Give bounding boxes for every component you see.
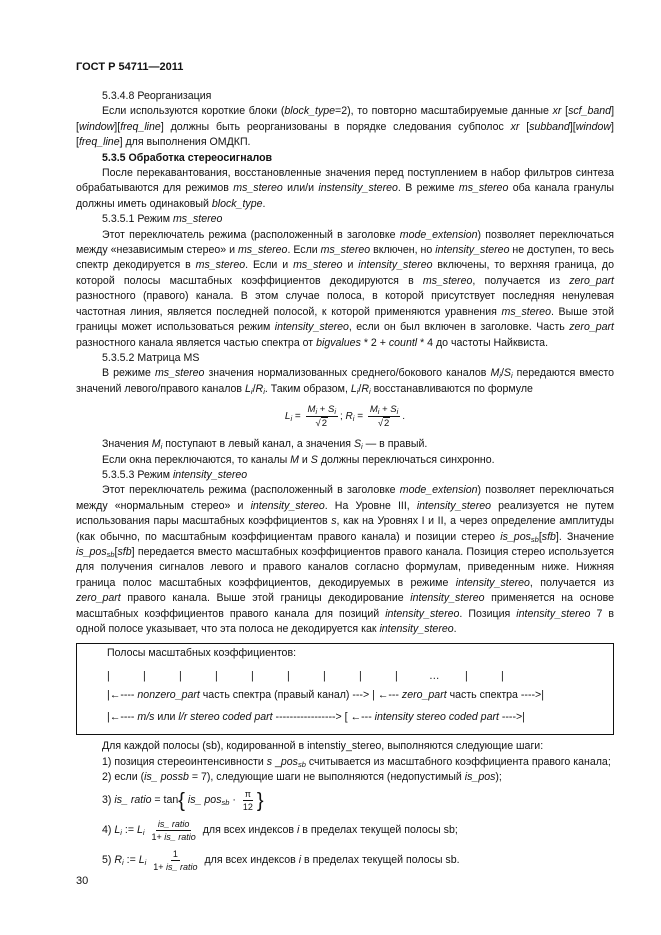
page-number: 30 bbox=[76, 875, 89, 887]
paragraph-window-switch: Если окна переключаются, то каналы M и S должны переключаться синхронно. bbox=[102, 453, 495, 466]
step-2: 2) если (is_ possb = 7), следующие шаги не выполняются (недопустимый is_pos); bbox=[102, 771, 502, 784]
paragraph-ms-matrix: В режиме ms_stereo значения нормализованных среднего/бокового каналов $M_i/S_i$ передаются вместо значений левого/правого каналов $L_i/R_i$. Таким образом, $L_i/R_i$ восстанавливаются по формуле bbox=[76, 367, 615, 396]
step-5-right-channel: 5) $R_i$ := $L_i$ $\frac{1}{\text{1+ is\_ ratio}}$ для всех индексов i в пределах текущей полосы sb. bbox=[102, 848, 460, 872]
band-bar: | bbox=[107, 670, 110, 683]
document-header: ГОСТ Р 54711—2011 bbox=[76, 61, 184, 73]
band-bar: | bbox=[501, 670, 504, 683]
band-bar: | bbox=[179, 670, 182, 683]
ms-formula: $L_i$ = $\frac{M_i + S_i}{√2}$ ; $R_i$ = $\frac{M_i + S_i}{√2}$ . bbox=[284, 404, 406, 430]
paragraph-reorganization: Если используются короткие блоки (block_type=2), то повторно масштабируемые данные xr [scf_band][window][freq_line] должны быть реорганизованы в порядке следования субполос xr [subband][window][freq_line] для выполнения ОМДКП. bbox=[76, 105, 615, 149]
band-diagram-title: Полосы масштабных коэффициентов: bbox=[107, 647, 297, 660]
band-bar: | bbox=[323, 670, 326, 683]
step-3-is-ratio: 3) is_ ratio = tan { is_ pos$_{sb}$ · $\frac{\pi}{12}$ } bbox=[102, 788, 264, 812]
band-bar: | bbox=[359, 670, 362, 683]
steps-intro: Для каждой полосы (sb), кодированной в intenstiy_stereo, выполняются следующие шаги: bbox=[102, 740, 544, 753]
paragraph-ms-stereo-mode: Этот переключатель режима (расположенный в заголовке mode_extension) позволяет переключаться между «независимым стерео» и ms_stereo. Если ms_stereo включен, но intensity_stereo не доступен, то весь спектр декодируется в ms_stereo. Если и ms_stereo и intensity_stereo включены, то верхняя граница, до которой полосы масштабных коэффициентов декодируются в ms_stereo, получается из zero_part разностного (правого) канала. В этом случае полоса, в которой присутствует последняя ненулевая частотная линия, является последней полосой, к которой применяются уравнения ms_stereo. Выше этой границы может использоваться режим intensity_stereo, если он был включен в заголовке. Часть zero_part разностного канала является частью спектра от bigvalues * 2 + countl * 4 до частоты Найквиста. bbox=[76, 228, 615, 349]
paragraph-stereo-processing: После перекавантования, восстановленные значения перед поступлением в набор фильтров синтеза обрабатываются для режимов ms_stereo или/и instensity_stereo. В режиме ms_stereo оба канала гранулы должны иметь одинаковый block_type. bbox=[76, 167, 615, 210]
heading-5-3-4-8: 5.3.4.8 Реорганизация bbox=[102, 90, 212, 102]
heading-5-3-5: 5.3.5 Обработка стереосигналов bbox=[102, 151, 273, 164]
paragraph-intensity-stereo-mode: Этот переключатель режима (расположенный в заголовке mode_extension) позволяет переключаться между «нормальным стерео» и intensity_stereo. На Уровне III, intensity_stereo реализуется не путем использования пары масштабных коэффициентов s, как на Уровнях I и II, а через определение амплитуды (как обычно, по масштабным коэффициентам правого канала) и позиции стерео is_pos$_{sb}$[sfb]. Значение is_pos$_{sb}$[sfb] передается вместо масштабных коэффициентов правого канала. Позиция стерео используется для получения сигналов левого и правого каналов согласно формулам, приведенным ниже. Нижняя граница полос масштабных коэффициентов, декодируемых в режиме intensity_stereo, получается из zero_part правого канала. Выше этой границы декодирование intensity_stereo применяется на основе масштабных коэффициентов правого канала для позиций intensity_stereo. Позиция intensity_stereo 7 в одной полосе указывает, что эта полоса не декодируется как intensity_stereo. bbox=[76, 484, 615, 635]
scalefactor-band-diagram bbox=[76, 643, 614, 735]
band-diagram-bars bbox=[107, 669, 537, 684]
heading-5-3-5-2: 5.3.5.2 Матрица MS bbox=[102, 351, 200, 364]
band-bar: | bbox=[143, 670, 146, 683]
heading-5-3-5-3: 5.3.5.3 Режим intensity_stereo bbox=[102, 468, 248, 481]
step-1: 1) позиция стереоинтенсивности s _pos$_{sb}$ считывается из масштабного коэффициента правого канала; bbox=[102, 755, 611, 769]
heading-5-3-5-1: 5.3.5.1 Режим ms_stereo bbox=[102, 213, 223, 226]
band-bar: | bbox=[251, 670, 254, 683]
step-5-text: для всех индексов i в пределах текущей полосы sb. bbox=[204, 853, 460, 866]
band-bar: | bbox=[395, 670, 398, 683]
band-bar: | bbox=[287, 670, 290, 683]
document-body bbox=[76, 89, 614, 876]
band-diagram-coded-parts: |←---- m/s или l/r stereo coded part -----------------> [ ←--- intensity stereo coded part ---->| bbox=[107, 711, 525, 724]
band-diagram-nonzero-zero-part: |←---- nonzero_part часть спектра (правый канал) ---> | ←--- zero_part часть спектра ---->| bbox=[107, 689, 544, 702]
step-4-left-channel: 4) $L_i$ := $L_i$ $\frac{\text{is\_ ratio}}{\text{1+ is\_ ratio}}$ для всех индексов i в пределах текущей полосы sb; bbox=[102, 818, 458, 842]
band-bar: | bbox=[465, 670, 468, 683]
paragraph-mi-si-channels: Значения $M_i$ поступают в левый канал, а значения $S_i$ — в правый. bbox=[102, 438, 428, 452]
band-bar: | bbox=[215, 670, 218, 683]
band-ellipsis: … bbox=[429, 670, 440, 683]
step-4-text: для всех индексов i в пределах текущей полосы sb; bbox=[202, 823, 458, 836]
